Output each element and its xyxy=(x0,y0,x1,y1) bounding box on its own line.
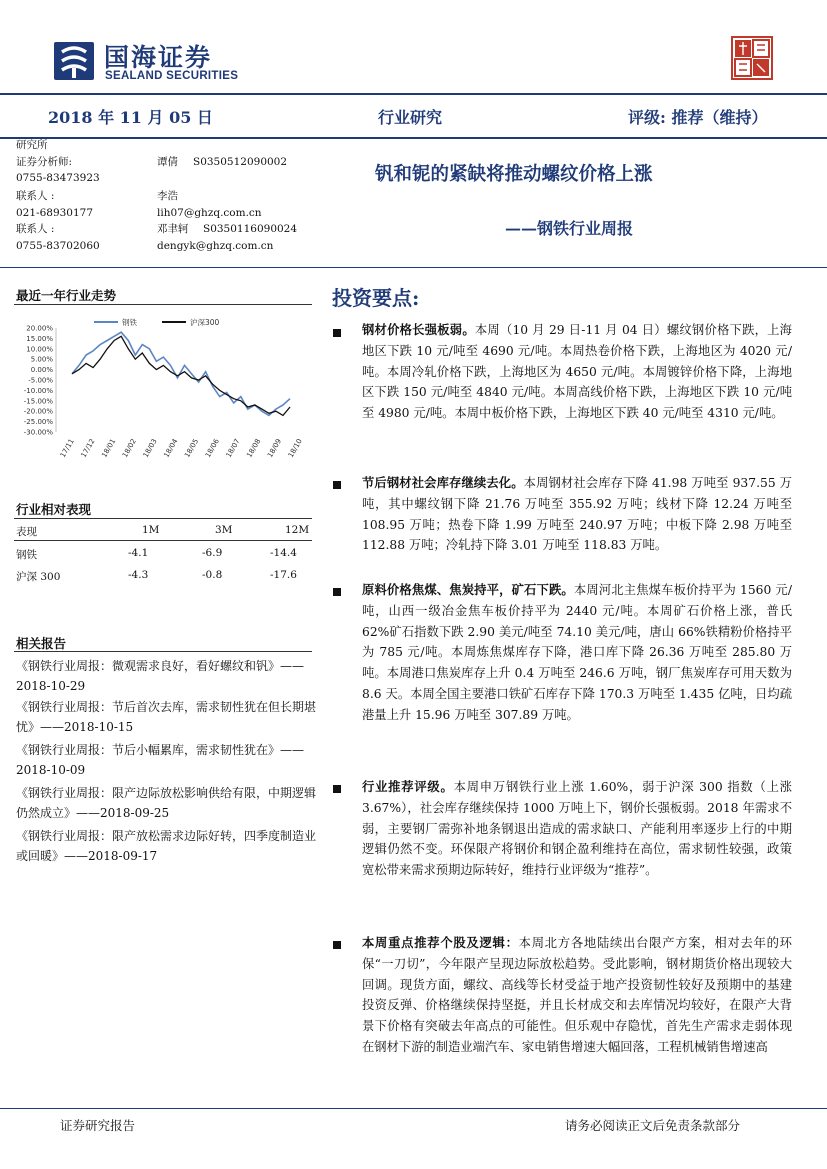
invest-point xyxy=(362,933,792,1058)
invest-point-lead: 钢材价格长强板弱。 xyxy=(362,322,475,337)
y-tick-label: 10.00% xyxy=(26,345,53,354)
perf-row-3m: -0.8 xyxy=(202,569,223,581)
x-tick-label: 18/06 xyxy=(203,437,221,459)
analyst-phone: 0755-83473923 xyxy=(16,172,100,184)
legend-label: 沪深300 xyxy=(190,318,220,327)
invest-point-text: 本周申万钢铁行业上涨 1.60%，弱于沪深 300 指数（上涨 3.67%），社会库存继续保持 1000 万吨上下，钢价长强板弱。2018 年需求不弱，主要钢厂需弥补地条钢退出造成的需求缺口、产能利用率逐步上行的中期逻辑仍然不变。环保限产将钢价和钢企盈利维持在高位，需求韧性较强，政策宽松带来需求预期边际转好，维持行业评级为“推荐”。 xyxy=(362,780,792,878)
invest-point xyxy=(362,580,792,726)
invest-point xyxy=(362,777,792,881)
perf-row-12m: -14.4 xyxy=(270,547,297,559)
brand-logo xyxy=(52,38,242,88)
contact-role: 联系人 : xyxy=(16,190,55,202)
related-report-item[interactable]: 《钢铁行业周报：限产放松需求边际好转，四季度制造业或回暖》——2018-09-17 xyxy=(16,829,317,863)
invest-point-lead: 行业推荐评级。 xyxy=(362,779,454,794)
header-divider xyxy=(0,267,827,268)
perf-row-3m: -6.9 xyxy=(202,547,223,559)
invest-point-text: 本周河北主焦煤车板价持平为 1560 元/吨，山西一级冶金焦车板价持平为 2440 元/吨。本周矿石价格上涨，普氏 62%矿石指数下跌 2.90 美元/吨至 74.10 美元/吨，唐山 66%铁精粉价格持平为 785 元/吨。本周炼焦煤库存下降，港口库下降 26.36 万吨至 285.80 万吨。本周港口焦炭库存上升 0.4 万吨至 246.6 万吨，钢厂焦炭库存可用天数为 8.6 天。本周全国主要港口铁矿石库存下降 170.3 万吨至 1.435 亿吨，日均疏港量上升 15.96 万吨至 307.89 万吨。 xyxy=(362,583,792,722)
perf-row-1m: -4.1 xyxy=(128,547,149,559)
contact-phone: 021-68930177 xyxy=(16,207,94,219)
bullet-icon xyxy=(333,785,341,793)
series-line xyxy=(72,336,290,415)
report-subtitle: ——钢铁行业周报 xyxy=(505,219,634,238)
y-tick-label: -5.00% xyxy=(28,376,53,385)
invest-point-text: 本周（10 月 29 日-11 月 04 日）螺纹钢价格下跌，上海地区下跌 10 元/吨至 4690 元/吨。本周热卷价格下跌，上海地区为 4020 元/吨。本周冷轧价格下跌，上海地区为 4650 元/吨。本周镀锌价格下降，上海地区下跌 150 元/吨至 4840 元/吨。本周高线价格下跌，上海地区下跌 10 元/吨至 4980 元/吨。本周中板价格下跌，上海地区下跌 40 元/吨至 4310 元/吨。 xyxy=(362,323,792,421)
x-tick-label: 18/02 xyxy=(120,437,139,459)
related-report-item[interactable]: 《钢铁行业周报：节后小幅累库，需求韧性犹在》——2018-10-09 xyxy=(16,743,305,777)
invest-point xyxy=(362,320,792,424)
report-rating: 评级: 推荐（维持） xyxy=(628,108,768,127)
x-tick-label: 17/11 xyxy=(58,437,76,459)
invest-point-lead: 本周重点推荐个股及逻辑： xyxy=(362,935,519,950)
chart-legend xyxy=(94,317,220,327)
performance-heading: 行业相对表现 xyxy=(16,502,92,517)
perf-col-3m: 3M xyxy=(215,524,233,536)
y-tick-label: -25.00% xyxy=(23,418,53,427)
x-tick-label: 18/04 xyxy=(162,437,180,459)
perf-row-1m: -4.3 xyxy=(128,569,149,581)
y-tick-label: -20.00% xyxy=(23,407,53,416)
trend-rule xyxy=(14,304,312,305)
report-date: 2018 年 11 月 05 日 xyxy=(48,108,213,127)
invest-point-text: 本周北方各地陆续出台限产方案，相对去年的环保“一刀切”，今年限产呈现边际放松趋势。受此影响，钢材期货价格出现较大回调。现货方面，螺纹、高线等长材受益于地产投资韧性较好及预期中的基建投资反弹、价格继续保持坚挺，并且长材成交和去库情况均较好，在限产大背景下价格有突破去年高点的可能性。但乐观中存隐忧，首先生产需求走弱体现在钢材下游的制造业端汽车、家电销售增速大幅回落，工程机械销售增速高 xyxy=(362,936,792,1054)
y-tick-label: 0.00% xyxy=(30,366,53,375)
sealand-logo-icon xyxy=(52,38,96,84)
performance-rule xyxy=(14,518,312,519)
contact-name: 李浩 xyxy=(157,190,178,202)
analyst-role: 证券分析师: xyxy=(16,156,73,168)
invest-point-text: 本周钢材社会库存下降 41.98 万吨至 937.55 万吨，其中螺纹钢下降 21.76 万吨至 355.92 万吨；线材下降 12.24 万吨至 108.95 万吨；热卷下降 1.99 万吨至 240.97 万吨；中板下降 2.98 万吨至 112.88 万吨；冷轧持下降 3.01 万吨至 118.83 万吨。 xyxy=(362,476,792,553)
related-heading: 相关报告 xyxy=(16,636,67,651)
chart-plot-area xyxy=(72,332,290,415)
related-report-item[interactable]: 《钢铁行业周报：微观需求良好，看好螺纹和钒》——2018-10-29 xyxy=(16,659,305,693)
bullet-icon xyxy=(333,588,341,596)
brand-name-cn: 国海证券 xyxy=(104,43,213,72)
invest-point-lead: 原料价格焦煤、焦炭持平，矿石下跌。 xyxy=(362,582,574,597)
seal-text xyxy=(731,36,773,80)
perf-header-rule xyxy=(14,540,312,541)
invest-heading: 投资要点: xyxy=(332,286,420,310)
x-tick-label: 18/08 xyxy=(245,437,263,459)
report-category: 行业研究 xyxy=(378,108,443,127)
chart-y-axis xyxy=(24,325,56,437)
contact2-email[interactable]: dengyk@ghzq.com.cn xyxy=(157,240,274,252)
related-report-item[interactable]: 《钢铁行业周报：限产边际放松影响供给有限，中期逻辑仍然成立》——2018-09-25 xyxy=(16,786,317,820)
footer-right: 请务必阅读正文后免责条款部分 xyxy=(565,1118,741,1133)
contact2-cert: S0350116090024 xyxy=(203,223,298,235)
legend-label: 钢铁 xyxy=(122,318,137,327)
chart-x-axis xyxy=(59,437,304,459)
y-tick-label: 15.00% xyxy=(26,334,53,343)
contact-email[interactable]: lih07@ghzq.com.cn xyxy=(157,207,262,219)
header-bar xyxy=(0,93,827,139)
x-tick-label: 18/09 xyxy=(266,437,284,459)
perf-row-label: 钢铁 xyxy=(16,549,37,561)
y-tick-label: 5.00% xyxy=(30,355,53,364)
y-tick-label: -30.00% xyxy=(23,428,53,437)
x-tick-label: 17/12 xyxy=(79,437,97,459)
research-seal xyxy=(731,36,773,80)
y-tick-label: -10.00% xyxy=(23,386,53,395)
perf-row-12m: -17.6 xyxy=(270,569,297,581)
report-title: 钒和铌的紧缺将推动螺纹价格上涨 xyxy=(375,164,653,185)
related-report-item[interactable]: 《钢铁行业周报：节后首次去库，需求韧性犹在但长期堪忧》——2018-10-15 xyxy=(16,700,317,734)
invest-point-lead: 节后钢材社会库存继续去化。 xyxy=(362,475,524,490)
y-tick-label: 20.00% xyxy=(26,324,53,333)
x-tick-label: 18/05 xyxy=(183,437,201,459)
invest-point xyxy=(362,473,792,556)
related-rule xyxy=(14,651,312,652)
footer-divider xyxy=(0,1108,827,1109)
footer-left: 证券研究报告 xyxy=(60,1118,136,1133)
industry-trend-chart xyxy=(12,314,312,474)
x-tick-label: 18/07 xyxy=(224,437,242,459)
analyst-name: 谭倩 xyxy=(157,156,178,168)
perf-col-12m: 12M xyxy=(285,524,310,536)
y-tick-label: -15.00% xyxy=(23,397,53,406)
perf-row-label: 沪深 300 xyxy=(16,571,61,583)
contact2-name: 邓聿轲 xyxy=(157,223,189,235)
x-tick-label: 18/03 xyxy=(141,437,159,459)
perf-col-1m: 1M xyxy=(142,524,160,536)
contact2-phone: 0755-83702060 xyxy=(16,240,100,252)
perf-col-label: 表现 xyxy=(16,526,37,538)
x-tick-label: 18/01 xyxy=(100,437,118,459)
bullet-icon xyxy=(333,481,341,489)
dept-label: 研究所 xyxy=(16,139,48,151)
bullet-icon xyxy=(333,941,341,949)
contact2-role: 联系人 : xyxy=(16,223,55,235)
brand-name-en: SEALAND SECURITIES xyxy=(105,70,239,82)
bullet-icon xyxy=(333,329,341,337)
trend-heading: 最近一年行业走势 xyxy=(16,288,117,303)
analyst-cert: S0350512090002 xyxy=(193,156,288,168)
x-tick-label: 18/10 xyxy=(286,437,304,459)
